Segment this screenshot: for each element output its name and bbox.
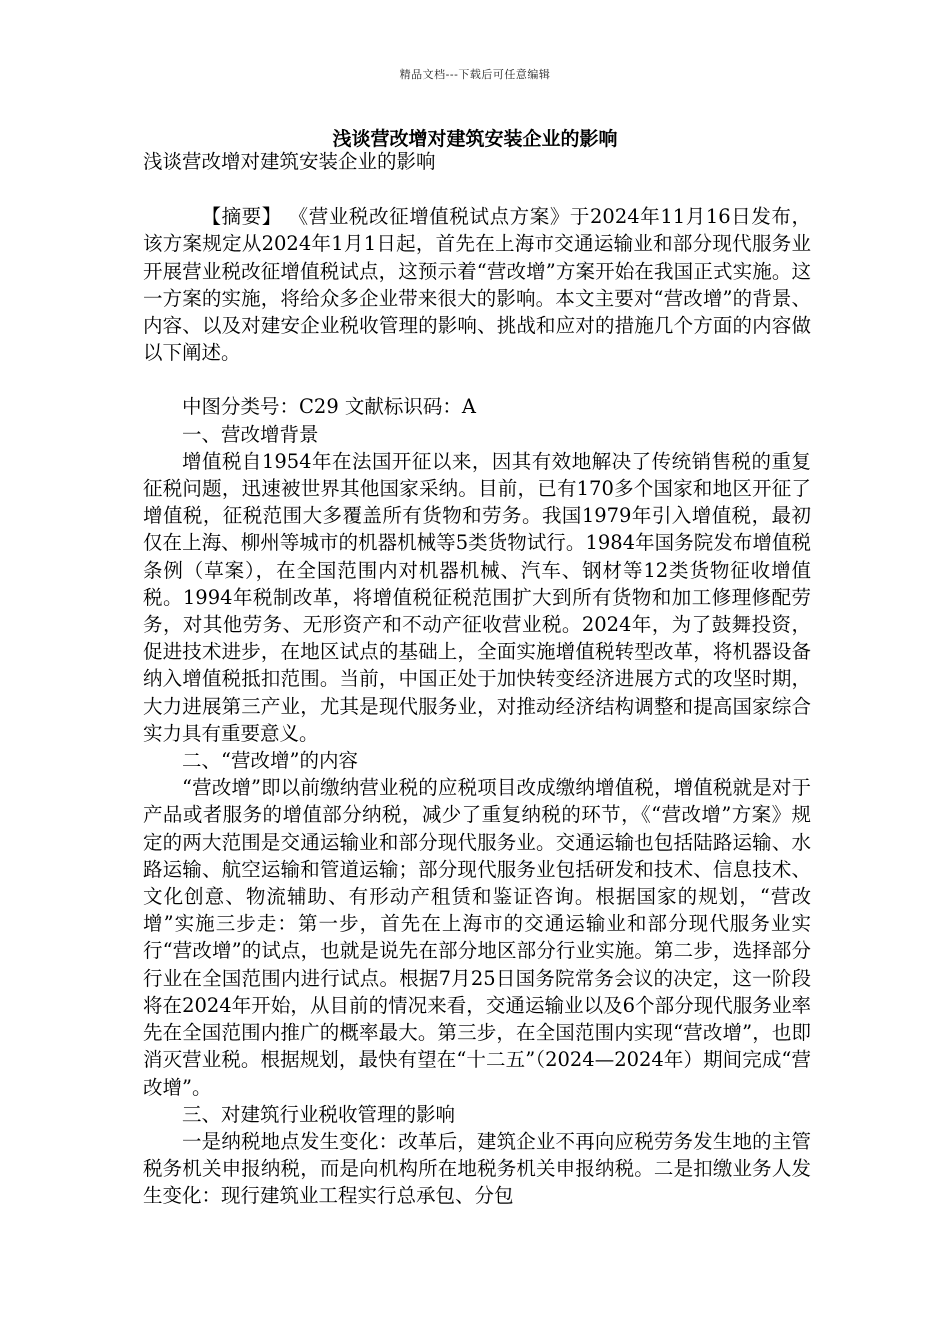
- section-paragraph: 一是纳税地点发生变化：改革后，建筑企业不再向应税劳务发生地的主管税务机关申报纳税，而是向机构所在地税务机关申报纳税。二是扣缴业务人发生变化：现行建筑业工程实行总承包、分包: [143, 1129, 811, 1208]
- document-body: [143, 148, 811, 1210]
- section-heading: 三、对建筑行业税收管理的影响: [182, 1102, 456, 1126]
- classification-line: 中图分类号：C29 文献标识码：A: [182, 395, 477, 419]
- spacer: [143, 175, 811, 203]
- section-paragraph: “营改增”即以前缴纳营业税的应税项目改成缴纳增值税，增值税就是对于产品或者服务的增值部分纳税，减少了重复纳税的环节，《“营改增”方案》规定的两大范围是交通运输业和部分现代服务业。交通运输也包括陆路运输、水路运输、航空运输和管道运输；部分现代服务业包括研发和技术、信息技术、文化创意、物流辅助、有形动产租赁和鉴证咨询。根据国家的规划，“营改增”实施三步走：第一步，首先在上海市的交通运输业和部分现代服务业实行“营改增”的试点，也就是说先在部分地区部分行业实施。第二步，选择部分行业在全国范围内进行试点。根据7月25日国务院常务会议的决定，这一阶段将在2024年开始，从目前的情况来看，交通运输业以及6个部分现代服务业率先在全国范围内推广的概率最大。第三步，在全国范围内实现“营改增”，也即消灭营业税。根据规划，最快有望在“十二五”（2024—2024年）期间完成“营改增”。: [143, 776, 811, 1099]
- document-title: 浅谈营改增对建筑安装企业的影响: [332, 128, 618, 150]
- abstract-paragraph: [143, 203, 811, 366]
- section-heading: 二、“营改增”的内容: [182, 749, 358, 773]
- page-header-note: 精品文档---下载后可任意编辑: [399, 68, 551, 81]
- spacer: [143, 366, 811, 393]
- abstract-text: 《营业税改征增值税试点方案》于2024年11月16日发布，该方案规定从2024年1月1日起，首先在上海市交通运输业和部分现代服务业开展营业税改征增值税试点，这预示着“营改增”方案开始在我国正式实施。这一方案的实施，将给众多企业带来很大的影响。本文主要对“营改增”的背景、内容、以及对建安企业税收管理的影响、挑战和应对的措施几个方面的内容做以下阐述。: [143, 205, 811, 365]
- section-paragraph: 增值税自1954年在法国开征以来，因其有效地解决了传统销售税的重复征税问题，迅速被世界其他国家采纳。目前，已有170多个国家和地区开征了增值税，征税范围大多覆盖所有货物和劳务。我国1979年引入增值税，最初仅在上海、柳州等城市的机器机械等5类货物试行。1984年国务院发布增值税条例（草案），在全国范围内对机器机械、汽车、钢材等12类货物征收增值税。1994年税制改革，将增值税征税范围扩大到所有货物和加工修理修配劳务，对其他劳务、无形资产和不动产征收营业税。2024年，为了鼓舞投资，促进技术进步，在地区试点的基础上，全面实施增值税转型改革，将机器设备纳入增值税抵扣范围。当前，中国正处于加快转变经济进展方式的攻坚时期，大力进展第三产业，尤其是现代服务业，对推动经济结构调整和提高国家综合实力具有重要意义。: [143, 449, 811, 745]
- section-heading: 一、营改增背景: [182, 422, 319, 446]
- document-subtitle: 浅谈营改增对建筑安装企业的影响: [143, 150, 436, 173]
- abstract-label: 【摘要】: [201, 205, 282, 229]
